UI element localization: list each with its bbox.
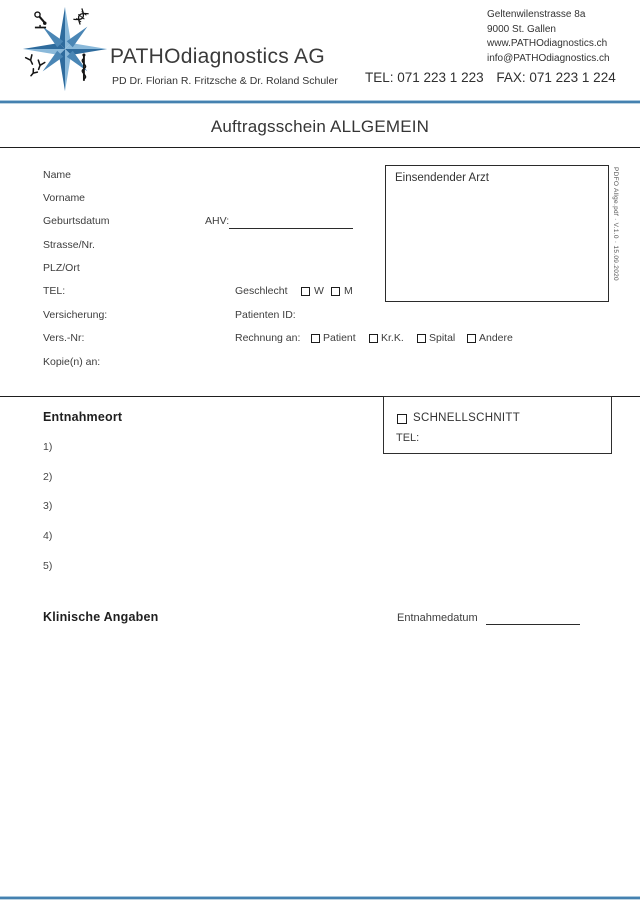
phone-fax-line [356, 70, 616, 85]
email-link[interactable]: info@PATHOdiagnostics.ch [487, 53, 610, 65]
footer-divider [0, 896, 640, 900]
compass-rose-icon [23, 7, 107, 91]
schnellschnitt-box [383, 396, 612, 454]
company-name: PATHOdiagnostics AG [110, 45, 326, 68]
checkbox-geschlecht-m[interactable] [331, 287, 340, 296]
entnahmeort-item-2: 2) [43, 471, 53, 483]
document-version-note: PDFO Allge.pdf · V.1.0 · 15.09.2020 [612, 167, 619, 281]
schnellschnitt-tel-label: TEL: [396, 432, 420, 444]
tel-number: TEL: 071 223 1 223 [365, 70, 484, 85]
field-label-versicherung: Versicherung: [43, 309, 108, 321]
checkbox-rechnung-spital[interactable] [417, 334, 426, 343]
checkbox-schnellschnitt[interactable] [397, 414, 407, 424]
checkbox-geschlecht-w[interactable] [301, 287, 310, 296]
field-label-vorname: Vorname [43, 192, 86, 204]
checkbox-rechnung-patient[interactable] [311, 334, 320, 343]
entnahmeort-item-3: 3) [43, 500, 53, 512]
klinische-angaben-heading: Klinische Angaben [43, 610, 159, 624]
field-label-plz-ort: PLZ/Ort [43, 262, 80, 274]
title-divider [0, 147, 640, 148]
page-title: Auftragsschein ALLGEMEIN [210, 117, 430, 136]
einsendender-arzt-box[interactable] [385, 165, 609, 302]
field-label-geburtsdatum: Geburtsdatum [43, 215, 110, 227]
geschlecht-label: Geschlecht [235, 285, 288, 297]
field-label-kopien-an: Kopie(n) an: [43, 356, 101, 368]
checkbox-rechnung-krk[interactable] [369, 334, 378, 343]
address-block [487, 8, 610, 67]
company-logo [22, 5, 108, 93]
website-link[interactable]: www.PATHOdiagnostics.ch [487, 38, 608, 50]
entnahmeort-heading: Entnahmeort [43, 410, 123, 424]
field-label-ahv: AHV: [205, 215, 230, 227]
schnellschnitt-label: SCHNELLSCHNITT [413, 412, 521, 424]
field-label-vers-nr: Vers.-Nr: [43, 332, 85, 344]
rechnung-an-label: Rechnung an: [235, 332, 301, 344]
header-divider [0, 100, 640, 104]
patient-id-label: Patienten ID: [235, 309, 296, 321]
fax-number: FAX: 071 223 1 224 [496, 70, 616, 85]
geschlecht-option-m: M [344, 285, 353, 297]
rechnung-option-krk: Kr.K. [381, 332, 404, 344]
entnahmeort-item-5: 5) [43, 560, 53, 572]
antibody-icon [26, 55, 45, 78]
dna-icon [73, 8, 88, 24]
geschlecht-option-w: W [314, 285, 324, 297]
field-label-name: Name [43, 169, 72, 181]
entnahmeort-item-1: 1) [43, 441, 53, 453]
field-label-strasse: Strasse/Nr. [43, 239, 95, 251]
checkbox-rechnung-andere[interactable] [467, 334, 476, 343]
microscope-icon [35, 12, 47, 27]
entnahmedatum-label: Entnahmedatum [397, 612, 478, 624]
field-label-tel: TEL: [43, 285, 66, 297]
doctors-line: PD Dr. Florian R. Fritzsche & Dr. Roland Schuler [112, 75, 338, 87]
entnahmeort-item-4: 4) [43, 530, 53, 542]
rechnung-option-patient: Patient [323, 332, 356, 344]
einsendender-arzt-label: Einsendender Arzt [395, 172, 489, 184]
address-line: 9000 St. Gallen [487, 23, 556, 35]
rechnung-option-spital: Spital [429, 332, 456, 344]
address-line: Geltenwilenstrasse 8a [487, 9, 586, 20]
entnahmedatum-input-line[interactable] [486, 611, 580, 625]
rechnung-option-andere: Andere [479, 332, 513, 344]
ahv-input-line[interactable] [229, 215, 353, 229]
